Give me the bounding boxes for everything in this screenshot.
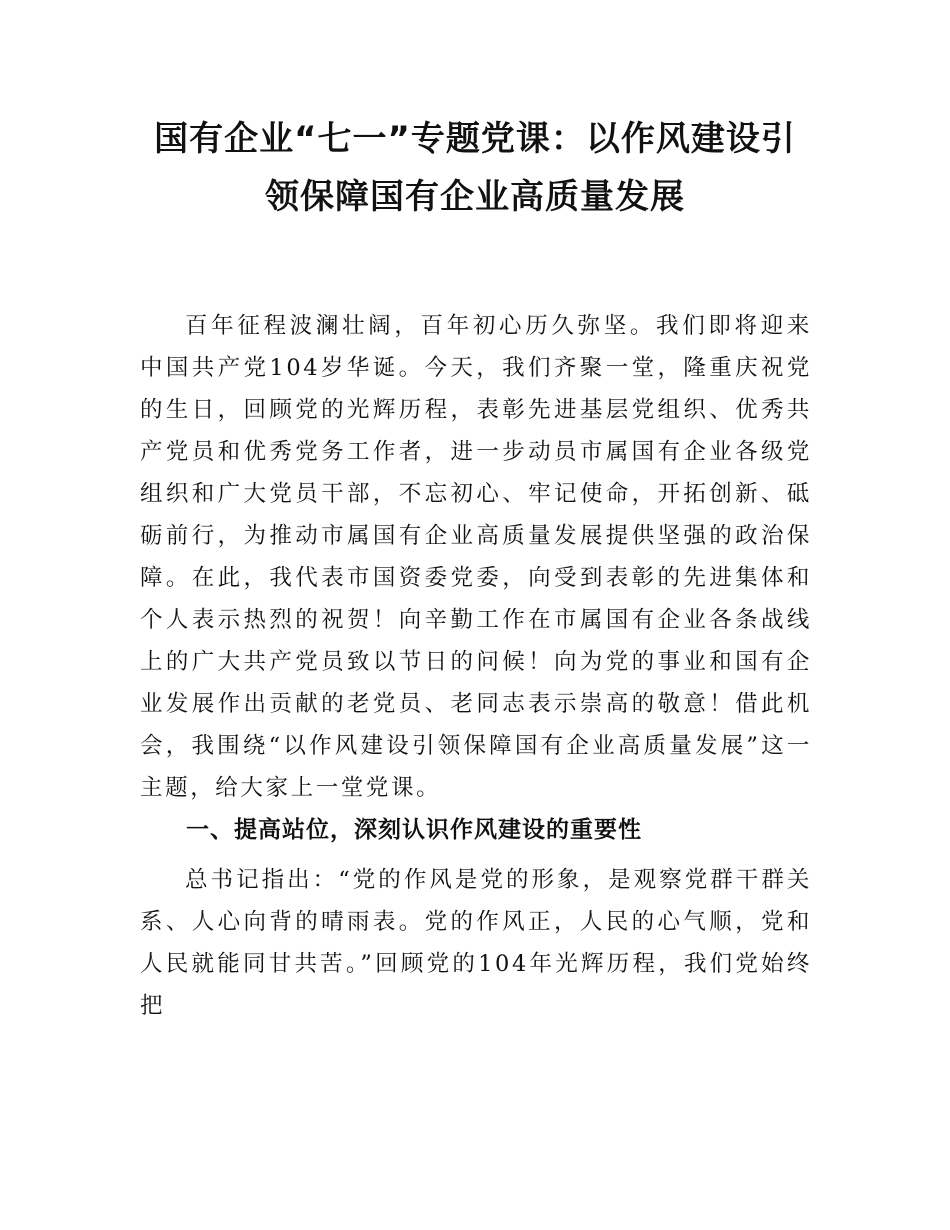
title-line-2: 领保障国有企业高质量发展 [265, 177, 685, 217]
document-body [140, 305, 812, 1027]
section-paragraph: 总书记指出：“党的作风是党的形象，是观察党群干群关系、人心向背的晴雨表。党的作风正，人民的心气顺，党和人民就能同甘共苦。”回顾党的104年光辉历程，我们党始终把 [140, 867, 812, 1019]
section-heading: 一、提高站位，深刻认识作风建设的重要性 [186, 817, 642, 843]
title-line-1: 国有企业“七一”专题党课：以作风建设引 [154, 119, 796, 159]
document-title [120, 110, 830, 226]
intro-paragraph: 百年征程波澜壮阔，百年初心历久弥坚。我们即将迎来中国共产党104岁华诞。今天，我们齐聚一堂，隆重庆祝党的生日，回顾党的光辉历程，表彰先进基层党组织、优秀共产党员和优秀党务工作者，进一步动员市属国有企业各级党组织和广大党员干部，不忘初心、牢记使命，开拓创新、砥砺前行，为推动市属国有企业高质量发展提供坚强的政治保障。在此，我代表市国资委党委，向受到表彰的先进集体和个人表示热烈的祝贺！向辛勤工作在市属国有企业各条战线上的广大共产党员致以节日的问候！向为党的事业和国有企业发展作出贡献的老党员、老同志表示崇高的敬意！借此机会，我围绕“以作风建设引领保障国有企业高质量发展”这一主题，给大家上一堂党课。 [140, 313, 812, 801]
